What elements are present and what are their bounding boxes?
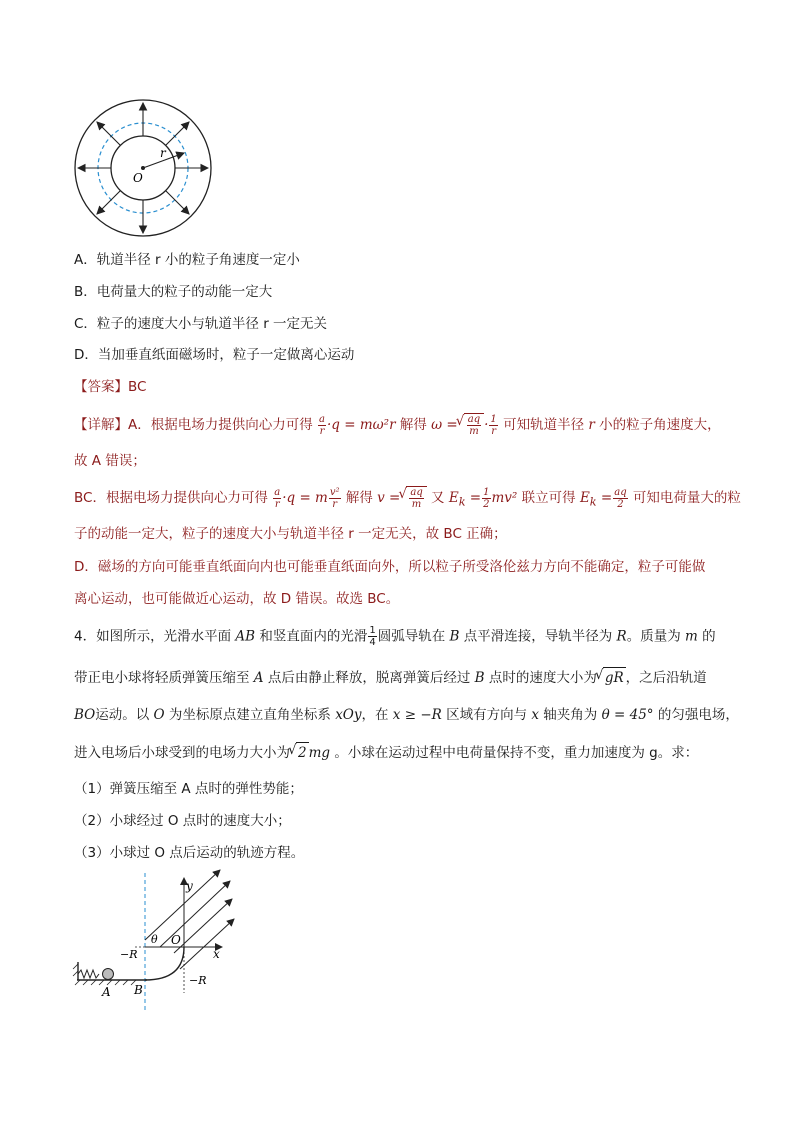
q4-l1-end: 的 bbox=[702, 628, 716, 645]
field-circle-figure bbox=[72, 97, 214, 239]
label-negR-left: −R bbox=[120, 948, 138, 961]
q4-l3-mid2: ，在 bbox=[361, 707, 389, 723]
detail-a-conclusion-2: 小的粒子角速度大， bbox=[599, 417, 721, 433]
label-x: x bbox=[213, 947, 220, 961]
answer-value: BC bbox=[128, 379, 147, 395]
answer-label: 【答案】 bbox=[74, 379, 128, 395]
q4-line2: 带正电小球将轻质弹簧压缩至 A 点后由静止释放，脱离弹簧后经过 B 点时的速度大小为√ gR ，之后沿轨道 bbox=[74, 667, 707, 688]
q4-sub2: （2）小球经过 O 点时的速度大小； bbox=[74, 813, 291, 829]
q4-l1-pre: 4．如图所示，光滑水平面 bbox=[74, 628, 232, 645]
q4-line1: 4．如图所示，光滑水平面 AB 和竖直面内的光滑 $\frac{1}{4}$ 圆弧导轨在 B 点平滑连接，导轨半径为 R。质量为 m 的 bbox=[74, 625, 716, 648]
option-c: C．粒子的速度大小与轨道半径 r 一定无关 bbox=[74, 316, 328, 332]
option-a: A．轨道半径 r 小的粒子角速度一定小 bbox=[74, 252, 300, 268]
detail-bc-line2: 子的动能一定大，粒子的速度大小与轨道半径 r 一定无关，故 BC 正确； bbox=[74, 526, 507, 542]
q4-l3-end: 的匀强电场， bbox=[657, 707, 739, 723]
detail-a-conclusion: 可知轨道半径 bbox=[503, 417, 585, 433]
q4-l3-post2: 轴夹角为 bbox=[543, 707, 598, 723]
q4-l4-post: 。小球在运动过程中电荷量保持不变，重力加速度为 g。求： bbox=[334, 745, 699, 761]
detail-bc-conclusion: 可知电荷量大的粒 bbox=[632, 490, 741, 506]
q4-l4-pre: 进入电场后小球受到的电场力大小为 bbox=[74, 745, 290, 761]
q4-sub1: （1）弹簧压缩至 A 点时的弹性势能； bbox=[74, 781, 303, 797]
detail-a-text: A．根据电场力提供向心力可得 bbox=[128, 417, 313, 433]
q4-l1-post: 圆弧导轨在 bbox=[377, 628, 446, 645]
option-d: D．当加垂直纸面磁场时，粒子一定做离心运动 bbox=[74, 347, 355, 363]
detail-a-line2: 故 A 错误； bbox=[74, 453, 146, 469]
q4-l3-post: 区域有方向与 bbox=[446, 707, 528, 723]
detail-bc-text: BC．根据电场力提供向心力可得 bbox=[74, 490, 268, 506]
q4-line3: BO运动。以 O 为坐标原点建立直角坐标系 xOy，在 x ≥ −R 区域有方向与 x 轴夹角为 θ = 45° 的匀强电场， bbox=[74, 707, 739, 723]
label-negR-bottom: −R bbox=[189, 974, 207, 987]
label-r: r bbox=[160, 146, 166, 160]
label-B: B bbox=[134, 983, 143, 997]
detail-bc-also: 又 bbox=[431, 490, 445, 506]
q4-l2-mid: 点后由静止释放，脱离弹簧后经过 bbox=[267, 670, 471, 686]
label-A: A bbox=[102, 985, 111, 999]
label-y: y bbox=[186, 879, 193, 893]
label-O2: O bbox=[171, 933, 181, 947]
q4-l2-pre: 带正电小球将轻质弹簧压缩至 bbox=[74, 670, 250, 686]
track-field-figure bbox=[72, 868, 242, 1014]
answer-line bbox=[74, 377, 146, 397]
detail-bc-line: BC．根据电场力提供向心力可得 $\frac{a}{r}$ ·q = m $\frac{\text{v²}}{r}$ 解得 v = √ $\frac{aq}{m}$ 又 $E_k$ = $\frac{1}{2}$ mv² 联立可得 $E_k$ = $\frac{aq}{2}$ 可知电荷量大的粒 bbox=[74, 486, 741, 513]
q4-l3-mid: 为坐标原点建立直角坐标系 bbox=[168, 707, 331, 723]
q4-sub3: （3）小球过 O 点后运动的轨迹方程。 bbox=[74, 845, 305, 861]
option-b: B．电荷量大的粒子的动能一定大 bbox=[74, 284, 273, 300]
q4-l2-end: ，之后沿轨道 bbox=[625, 670, 707, 686]
detail-d-line2: 离心运动，也可能做近心运动，故 D 错误。故选 BC。 bbox=[74, 591, 400, 607]
detail-label: 【详解】 bbox=[74, 417, 128, 433]
detail-d-line1: D．磁场的方向可能垂直纸面向内也可能垂直纸面向外，所以粒子所受洛伦兹力方向不能确定，粒子可能做 bbox=[74, 559, 706, 575]
q4-l2-post: 点时的速度大小为 bbox=[488, 670, 597, 686]
detail-bc-combine: 联立可得 bbox=[521, 490, 576, 506]
label-theta: θ bbox=[151, 933, 158, 946]
detail-a-solve: 解得 bbox=[399, 417, 427, 433]
q4-l3-pre: 运动。以 bbox=[95, 707, 150, 723]
q4-line4: 进入电场后小球受到的电场力大小为√ 2 mg 。小球在运动过程中电荷量保持不变，重力加速度为 g。求： bbox=[74, 742, 698, 763]
label-O: O bbox=[133, 171, 143, 185]
detail-bc-solve: 解得 bbox=[345, 490, 373, 506]
detail-a-line: 【详解】A．根据电场力提供向心力可得 $\frac{a}{r}$ ·q = mω²r 解得 ω = √ $\frac{aq}{m}$ · $\frac{1}{r}$ 可知轨道半径 r 小的粒子角速度大， bbox=[74, 413, 721, 437]
q4-l1-mid: 和竖直面内的光滑 bbox=[259, 628, 368, 645]
q4-l1-post2: 点平滑连接，导轨半径为 bbox=[463, 628, 613, 645]
q4-l1-post3: 。质量为 bbox=[626, 628, 681, 645]
